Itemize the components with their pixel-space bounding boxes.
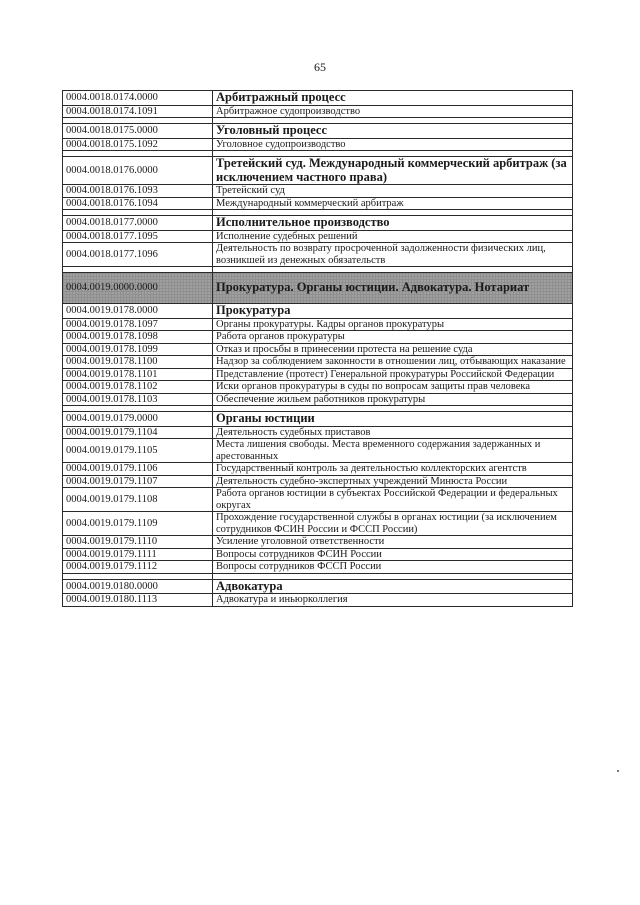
title-cell: Работа органов прокуратуры	[213, 331, 573, 344]
code-cell: 0004.0019.0178.1101	[63, 368, 213, 381]
title-cell: Деятельность по возврату просроченной задолженности физических лиц, возникшей из денежных обязательств	[213, 243, 573, 267]
title-cell: Третейский суд. Международный коммерческий арбитраж (за исключением частного права)	[213, 157, 573, 185]
code-cell: 0004.0019.0180.1113	[63, 594, 213, 607]
title-cell: Арбитражный процесс	[213, 91, 573, 106]
code-cell: 0004.0019.0179.1110	[63, 536, 213, 549]
title-cell: Арбитражное судопроизводство	[213, 105, 573, 118]
table-row	[63, 475, 573, 488]
title-cell: Вопросы сотрудников ФСИН России	[213, 548, 573, 561]
table-row	[63, 331, 573, 344]
heading-row	[63, 124, 573, 139]
title-cell: Исполнительное производство	[213, 216, 573, 231]
code-cell: 0004.0018.0176.0000	[63, 157, 213, 185]
code-cell: 0004.0018.0174.1091	[63, 105, 213, 118]
heading-row	[63, 579, 573, 594]
code-cell: 0004.0018.0176.1093	[63, 185, 213, 198]
title-cell: Прокуратура	[213, 304, 573, 319]
title-cell: Деятельность судебных приставов	[213, 426, 573, 439]
heading-row	[63, 157, 573, 185]
code-cell: 0004.0019.0179.1111	[63, 548, 213, 561]
section-row	[63, 273, 573, 304]
table-row	[63, 594, 573, 607]
code-cell: 0004.0019.0178.1099	[63, 343, 213, 356]
classifier-table	[62, 90, 573, 607]
title-cell: Места лишения свободы. Места временного содержания задержанных и арестованных	[213, 439, 573, 463]
title-cell: Иски органов прокуратуры в суды по вопросам защиты прав человека	[213, 381, 573, 394]
title-cell: Обеспечение жильем работников прокуратуры	[213, 393, 573, 406]
code-cell: 0004.0019.0179.1104	[63, 426, 213, 439]
code-cell: 0004.0018.0177.0000	[63, 216, 213, 231]
table-body	[63, 91, 573, 607]
title-cell: Органы прокуратуры. Кадры органов прокуратуры	[213, 318, 573, 331]
heading-row	[63, 216, 573, 231]
table-row	[63, 512, 573, 536]
title-cell: Адвокатура и иньюрколлегия	[213, 594, 573, 607]
code-cell: 0004.0019.0179.1106	[63, 463, 213, 476]
code-cell: 0004.0019.0178.1100	[63, 356, 213, 369]
title-cell: Надзор за соблюдением законности в отношении лиц, отбывающих наказание	[213, 356, 573, 369]
code-cell: 0004.0018.0177.1096	[63, 243, 213, 267]
code-cell: 0004.0018.0176.1094	[63, 197, 213, 210]
code-cell: 0004.0019.0000.0000	[63, 273, 213, 304]
heading-row	[63, 412, 573, 427]
code-cell: 0004.0018.0177.1095	[63, 230, 213, 243]
code-cell: 0004.0019.0178.1097	[63, 318, 213, 331]
title-cell: Уголовное судопроизводство	[213, 138, 573, 151]
title-cell: Вопросы сотрудников ФССП России	[213, 561, 573, 574]
title-cell: Усиление уголовной ответственности	[213, 536, 573, 549]
table-row	[63, 343, 573, 356]
table-row	[63, 138, 573, 151]
heading-row	[63, 304, 573, 319]
table-row	[63, 426, 573, 439]
table-row	[63, 488, 573, 512]
table-row	[63, 548, 573, 561]
title-cell: Прокуратура. Органы юстиции. Адвокатура. Нотариат	[213, 273, 573, 304]
table-row	[63, 230, 573, 243]
title-cell: Международный коммерческий арбитраж	[213, 197, 573, 210]
code-cell: 0004.0019.0178.1102	[63, 381, 213, 394]
code-cell: 0004.0018.0175.0000	[63, 124, 213, 139]
code-cell: 0004.0019.0180.0000	[63, 579, 213, 594]
code-cell: 0004.0019.0179.1108	[63, 488, 213, 512]
title-cell: Государственный контроль за деятельностью коллекторских агентств	[213, 463, 573, 476]
table-row	[63, 561, 573, 574]
table-row	[63, 356, 573, 369]
code-cell: 0004.0019.0179.1105	[63, 439, 213, 463]
code-cell: 0004.0018.0175.1092	[63, 138, 213, 151]
code-cell: 0004.0019.0178.1103	[63, 393, 213, 406]
table-row	[63, 381, 573, 394]
title-cell: Представление (протест) Генеральной прокуратуры Российской Федерации	[213, 368, 573, 381]
title-cell: Адвокатура	[213, 579, 573, 594]
table-row	[63, 439, 573, 463]
table-row	[63, 105, 573, 118]
code-cell: 0004.0018.0174.0000	[63, 91, 213, 106]
table-row	[63, 368, 573, 381]
table-row	[63, 393, 573, 406]
table-row	[63, 463, 573, 476]
table-row	[63, 197, 573, 210]
title-cell: Прохождение государственной службы в органах юстиции (за исключением сотрудников ФСИН России и ФССП России)	[213, 512, 573, 536]
code-cell: 0004.0019.0179.0000	[63, 412, 213, 427]
title-cell: Работа органов юстиции в субъектах Российской Федерации и федеральных округах	[213, 488, 573, 512]
table-row	[63, 243, 573, 267]
code-cell: 0004.0019.0179.1109	[63, 512, 213, 536]
code-cell: 0004.0019.0179.1112	[63, 561, 213, 574]
code-cell: 0004.0019.0178.1098	[63, 331, 213, 344]
table-row	[63, 318, 573, 331]
title-cell: Органы юстиции	[213, 412, 573, 427]
title-cell: Отказ и просьбы в принесении протеста на решение суда	[213, 343, 573, 356]
table-row	[63, 185, 573, 198]
heading-row	[63, 91, 573, 106]
table-row	[63, 536, 573, 549]
title-cell: Исполнение судебных решений	[213, 230, 573, 243]
title-cell: Деятельность судебно-экспертных учреждений Минюста России	[213, 475, 573, 488]
scan-speck	[617, 770, 619, 772]
title-cell: Третейский суд	[213, 185, 573, 198]
code-cell: 0004.0019.0179.1107	[63, 475, 213, 488]
page-number: 65	[314, 60, 326, 74]
title-cell: Уголовный процесс	[213, 124, 573, 139]
code-cell: 0004.0019.0178.0000	[63, 304, 213, 319]
